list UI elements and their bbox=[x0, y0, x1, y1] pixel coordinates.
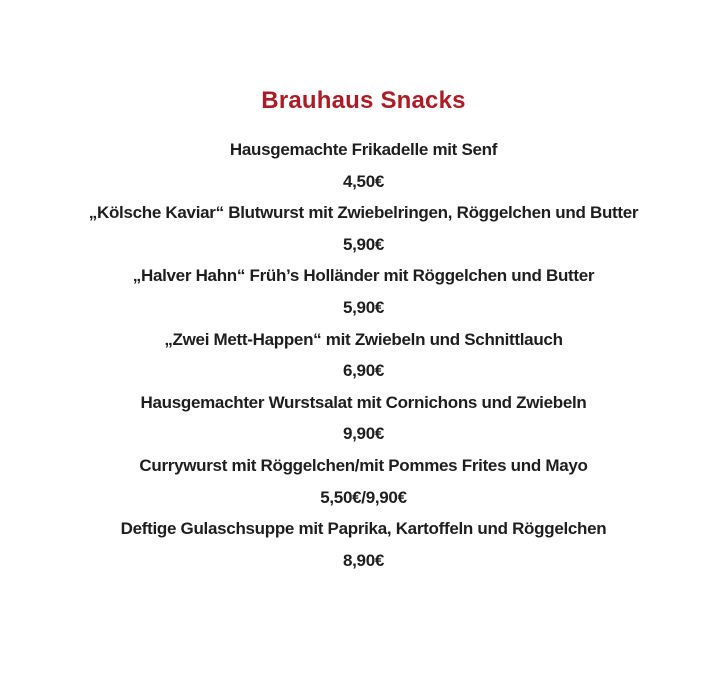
menu-item bbox=[0, 134, 727, 197]
menu-item-name: Hausgemachter Wurstsalat mit Cornichons und Zwiebeln bbox=[140, 392, 587, 412]
menu-item bbox=[0, 324, 727, 387]
menu-item bbox=[0, 513, 727, 576]
menu-item-list bbox=[0, 134, 727, 576]
menu-item-name: „Zwei Mett-Happen“ mit Zwiebeln und Schnittlauch bbox=[164, 329, 563, 349]
menu-item-price: 9,90€ bbox=[342, 424, 385, 444]
menu-item-price: 5,90€ bbox=[342, 297, 385, 317]
menu-title: Brauhaus Snacks bbox=[261, 87, 466, 114]
menu-item bbox=[0, 450, 727, 513]
menu-item-name: Hausgemachte Frikadelle mit Senf bbox=[229, 140, 498, 159]
menu-item-price: 4,50€ bbox=[342, 171, 385, 191]
menu-item-price: 8,90€ bbox=[342, 550, 385, 570]
menu-item bbox=[0, 387, 727, 450]
menu-item-price: 6,90€ bbox=[342, 361, 385, 381]
menu-item-price: 5,90€ bbox=[342, 234, 385, 254]
menu-item-name: Currywurst mit Röggelchen/mit Pommes Frites und Mayo bbox=[139, 455, 588, 475]
menu-item bbox=[0, 197, 727, 260]
menu-item-price: 5,50€/9,90€ bbox=[320, 487, 407, 507]
menu-item-name: „Kölsche Kaviar“ Blutwurst mit Zwiebelringen, Röggelchen und Butter bbox=[88, 203, 639, 223]
menu-item-name: Deftige Gulaschsuppe mit Paprika, Kartoffeln und Röggelchen bbox=[120, 519, 607, 539]
menu-item-name: „Halver Hahn“ Früh’s Holländer mit Röggelchen und Butter bbox=[132, 266, 595, 286]
menu-item bbox=[0, 260, 727, 323]
